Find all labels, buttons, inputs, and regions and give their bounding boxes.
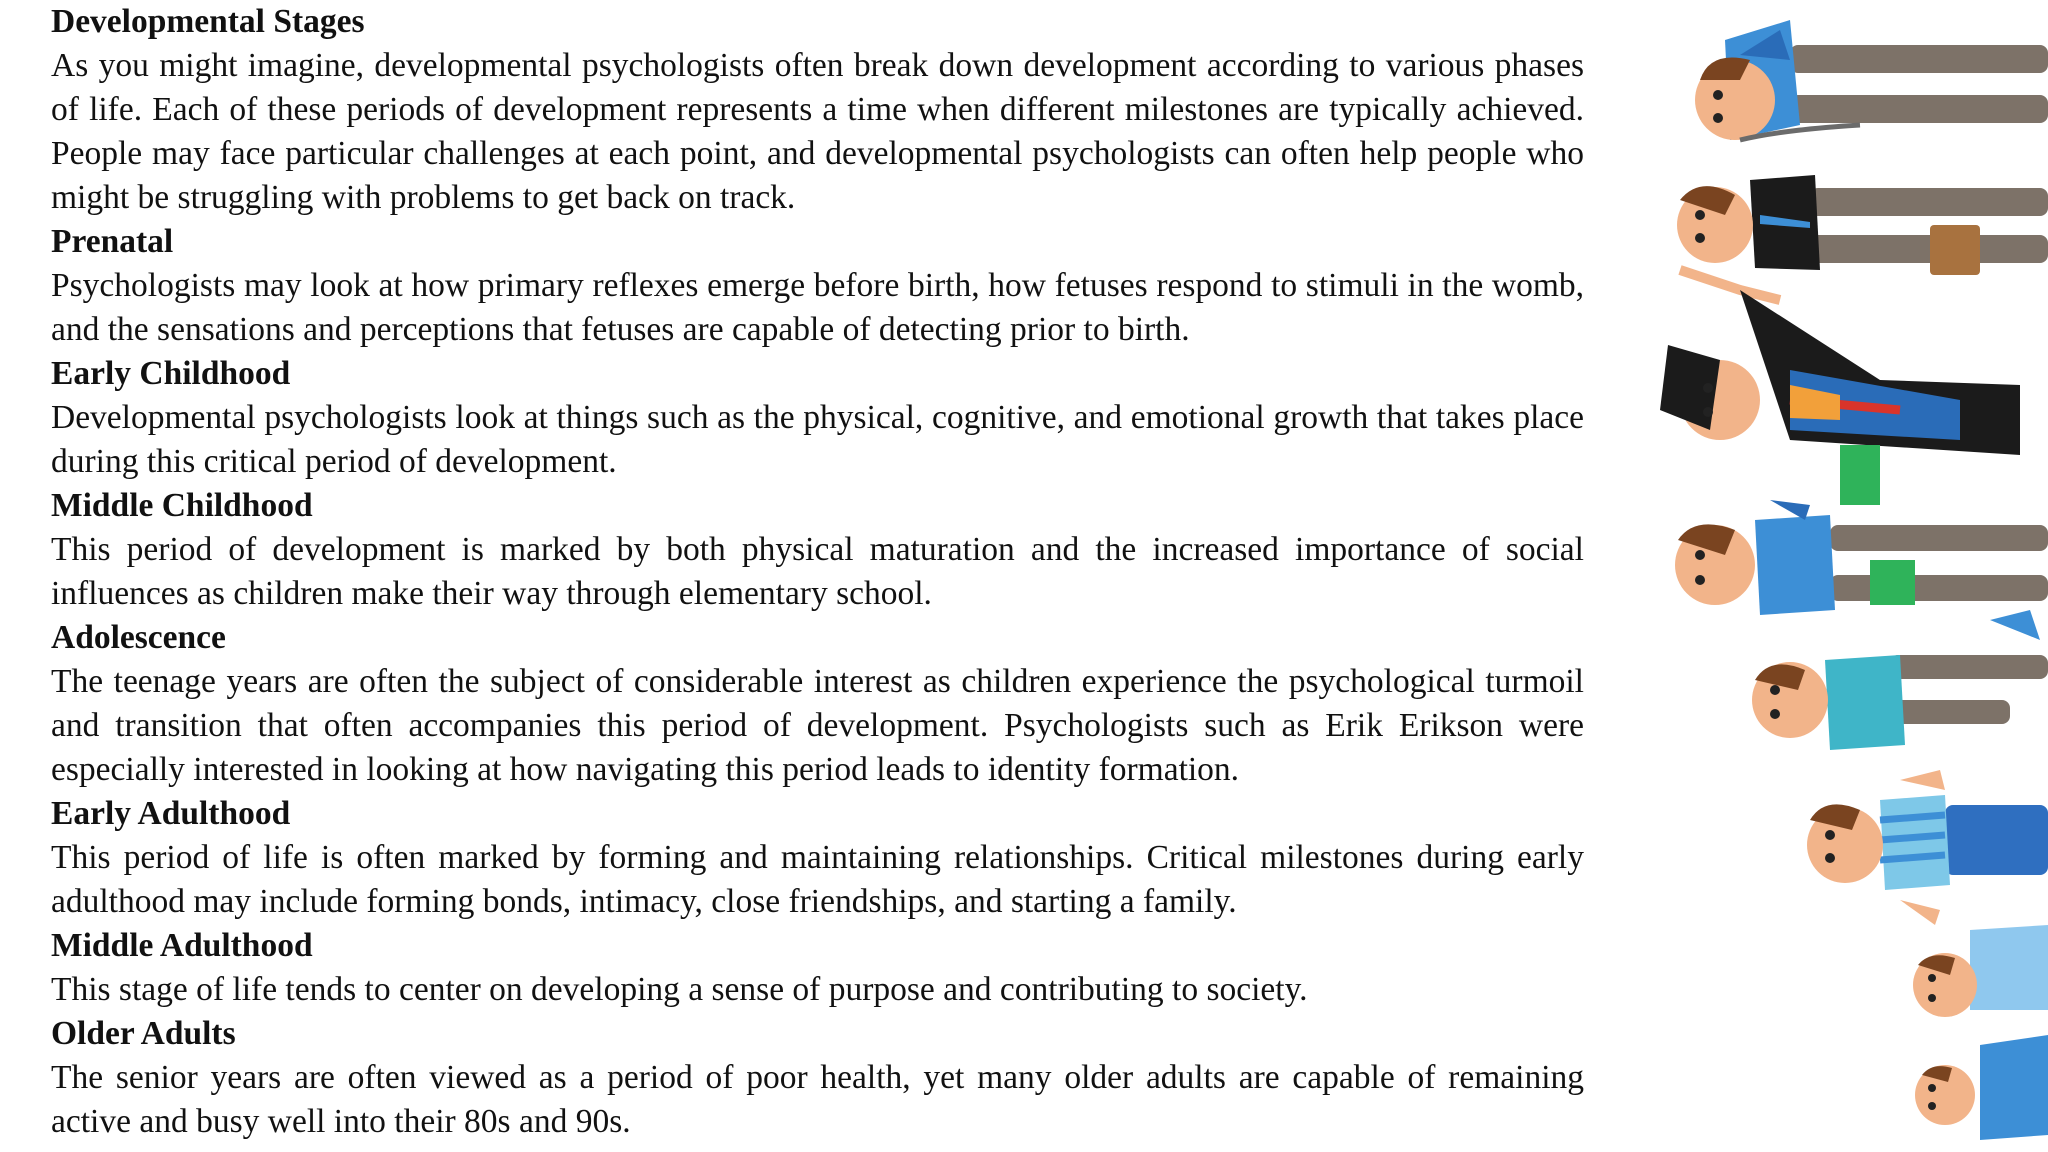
- elderly-man-icon: [1695, 20, 2048, 140]
- life-stages-illustration: [1640, 0, 2048, 1152]
- schoolboy-icon: [1675, 500, 2048, 615]
- section-body: This stage of life tends to center on developing a sense of purpose and contributing to society.: [51, 971, 1308, 1008]
- section-heading: Developmental Stages: [51, 3, 365, 40]
- section-heading: Prenatal: [51, 223, 174, 260]
- businessman-icon: [1677, 175, 2048, 275]
- section-heading: Middle Childhood: [51, 487, 313, 524]
- section-older-adults: [51, 1012, 1584, 1144]
- section-developmental-stages: [51, 0, 1584, 220]
- section-body: The senior years are often viewed as a period of poor health, yet many older adults are capable of remaining active and busy well into their 80s and 90s.: [51, 1059, 1584, 1140]
- section-middle-adulthood: [51, 924, 1584, 1012]
- section-body: Psychologists may look at how primary reflexes emerge before birth, how fetuses respond to stimuli in the womb, and the sensations and perceptions that fetuses are capable of detecting prior to birth.: [51, 267, 1584, 348]
- section-heading: Early Adulthood: [51, 795, 291, 832]
- toddler-icon: [1913, 925, 2048, 1017]
- section-body: This period of life is often marked by forming and maintaining relationships. Critical milestones during early adulthood may include forming bonds, intimacy, close friendships, and starting a family.: [51, 839, 1584, 920]
- section-early-childhood: [51, 352, 1584, 484]
- section-heading: Early Childhood: [51, 355, 291, 392]
- section-heading: Older Adults: [51, 1015, 236, 1052]
- section-body: As you might imagine, developmental psychologists often break down development according to various phases of life. Each of these periods of development represents a time when different milestones are typically achieved. People may face particular challenges at each point, and developmental psychologists can often help people who might be struggling with problems to get back on track.: [51, 47, 1584, 216]
- section-heading: Adolescence: [51, 619, 226, 656]
- graduate-icon: [1660, 270, 2020, 505]
- section-middle-childhood: [51, 484, 1584, 616]
- section-body: This period of development is marked by both physical maturation and the increased importance of social influences as children make their way through elementary school.: [51, 531, 1584, 612]
- article-text: [51, 0, 1584, 1144]
- section-body: Developmental psychologists look at things such as the physical, cognitive, and emotional growth that takes place during this critical period of development.: [51, 399, 1584, 480]
- child-icon: [1807, 770, 2048, 925]
- section-prenatal: [51, 220, 1584, 352]
- section-adolescence: [51, 616, 1584, 792]
- section-early-adulthood: [51, 792, 1584, 924]
- section-body: The teenage years are often the subject of considerable interest as children experience the psychological turmoil and transition that often accompanies this period of development. Psychologists such as Erik Erikson were especially interested in looking at how navigating this period leads to identity formation.: [51, 663, 1584, 788]
- baby-icon: [1915, 1035, 2048, 1140]
- teen-boy-icon: [1752, 610, 2048, 750]
- section-heading: Middle Adulthood: [51, 927, 313, 964]
